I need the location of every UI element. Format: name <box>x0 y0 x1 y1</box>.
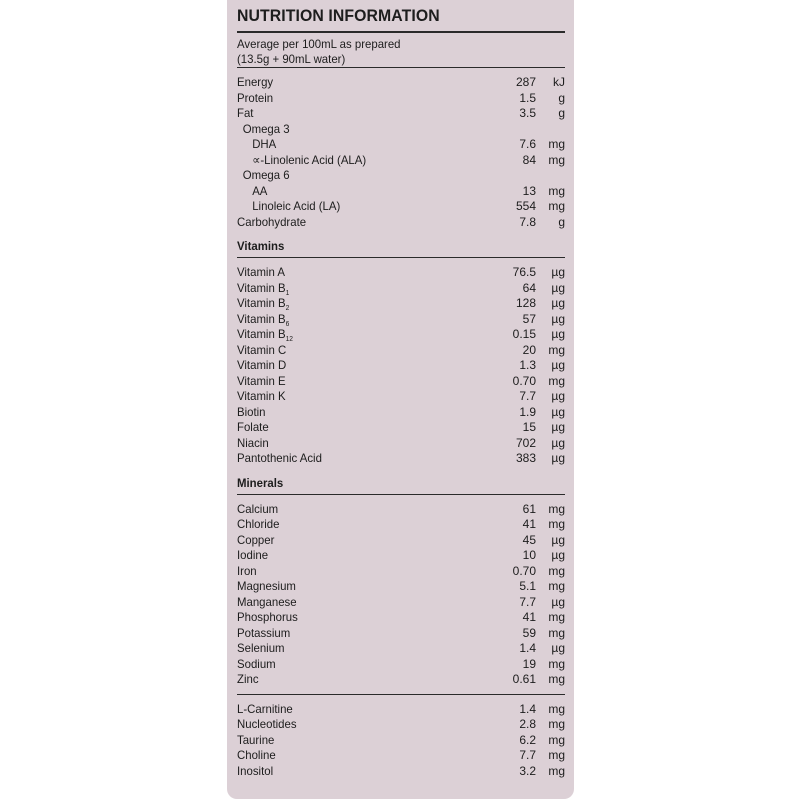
nutrient-value: 45 <box>522 532 536 547</box>
nutrient-row <box>237 548 565 564</box>
serving-description <box>237 33 549 67</box>
vitamins-list <box>237 258 565 467</box>
nutrient-unit: mg <box>548 563 565 578</box>
nutrient-row <box>237 641 565 657</box>
nutrient-value: 19 <box>522 656 536 671</box>
nutrient-name: Niacin <box>237 435 269 450</box>
vitamins-heading: Vitamins <box>237 239 285 253</box>
nutrient-name: Fat <box>237 106 254 120</box>
nutrient-name: Pantothenic Acid <box>237 451 322 465</box>
nutrient-row <box>237 199 565 215</box>
nutrient-row <box>237 626 565 642</box>
nutrient-name: Biotin <box>237 404 266 419</box>
nutrient-name: Vitamin E <box>237 373 286 388</box>
nutrient-name: Manganese <box>237 594 297 609</box>
nutrient-name: Linoleic Acid (LA) <box>252 199 341 213</box>
nutrient-subscript: 12 <box>285 336 293 343</box>
nutrient-value: 383 <box>515 451 536 465</box>
nutrient-value: 3.2 <box>519 763 536 778</box>
nutrient-unit: mg <box>548 656 565 671</box>
nutrient-value: 61 <box>522 501 536 516</box>
nutrient-unit: µg <box>551 548 565 562</box>
nutrient-unit: mg <box>548 748 565 762</box>
nutrient-value: 128 <box>515 296 536 310</box>
nutrient-name: Vitamin $B_2$ <box>237 296 290 312</box>
nutrient-name: Iodine <box>237 548 269 562</box>
nutrient-unit: mg <box>548 183 565 198</box>
nutrient-row <box>237 517 565 533</box>
nutrient-unit: µg <box>551 280 565 295</box>
nutrient-value: 0.61 <box>512 672 536 686</box>
nutrient-row <box>237 595 565 611</box>
nutrient-name: Vitamin $B_6$ <box>237 311 290 328</box>
nutrient-name: Energy <box>237 75 274 89</box>
nutrient-row <box>237 374 565 390</box>
nutrient-row <box>237 343 565 359</box>
nutrient-unit: µg <box>551 435 565 450</box>
nutrient-name: DHA <box>252 137 277 151</box>
nutrient-row <box>237 215 565 231</box>
nutrient-row <box>237 265 565 281</box>
nutrient-name: Iron <box>237 563 257 578</box>
nutrient-unit: mg <box>548 137 565 151</box>
nutrient-row <box>237 672 565 688</box>
nutrient-unit: µg <box>551 451 565 465</box>
nutrient-unit: g <box>558 214 565 229</box>
nutrient-name: Vitamin A <box>237 265 285 279</box>
nutrient-row <box>237 358 565 374</box>
nutrient-name: L-Carnitine <box>237 701 293 716</box>
nutrient-value: 7.8 <box>519 214 536 229</box>
nutrient-unit: mg <box>548 342 565 357</box>
nutrient-unit: g <box>558 90 565 105</box>
nutrient-unit: µg <box>551 641 565 655</box>
nutrient-value: 84 <box>522 152 536 167</box>
panel-title: NUTRITION INFORMATION <box>237 6 440 25</box>
nutrient-row <box>237 702 565 718</box>
minerals-list <box>237 495 565 688</box>
nutrient-unit: mg <box>548 517 565 531</box>
nutrient-value: 41 <box>522 517 536 531</box>
nutrient-row <box>237 168 565 184</box>
serving-line-2: (13.5g + 90mL water) <box>237 51 346 66</box>
nutrient-row <box>237 122 565 138</box>
macronutrients-list <box>237 68 565 230</box>
nutrient-value: 7.7 <box>519 389 536 403</box>
nutrient-row <box>237 748 565 764</box>
nutrient-value: 13 <box>522 183 536 198</box>
other-nutrients-list <box>237 695 565 780</box>
nutrient-value: 1.4 <box>519 641 536 655</box>
nutrient-row <box>237 312 565 328</box>
nutrient-unit: µg <box>551 420 565 434</box>
nutrient-value: 1.9 <box>519 404 536 419</box>
nutrient-unit: µg <box>551 532 565 547</box>
nutrient-name: Omega 3 <box>242 121 290 136</box>
nutrient-value: 64 <box>522 280 536 295</box>
nutrient-value: 3.5 <box>519 106 536 120</box>
nutrient-name: Choline <box>237 748 276 762</box>
nutrient-row <box>237 327 565 343</box>
nutrient-unit: µg <box>551 327 565 341</box>
nutrient-subscript: 6 <box>285 320 290 328</box>
nutrient-row <box>237 610 565 626</box>
nutrient-unit: g <box>558 106 565 120</box>
nutrient-unit: mg <box>548 152 565 167</box>
nutrient-unit: mg <box>548 717 565 731</box>
nutrient-row <box>237 91 565 107</box>
nutrient-value: 20 <box>522 342 536 357</box>
nutrient-row <box>237 75 565 91</box>
nutrient-row <box>237 564 565 580</box>
nutrient-unit: mg <box>548 610 565 624</box>
nutrient-name: Potassium <box>237 625 291 640</box>
nutrient-name: Vitamin $B_{12}$ <box>237 327 293 343</box>
nutrient-unit: kJ <box>553 75 565 89</box>
nutrient-value: 41 <box>522 610 536 624</box>
nutrient-name: Selenium <box>237 641 285 655</box>
nutrient-row <box>237 137 565 153</box>
nutrient-name: Protein <box>237 90 274 105</box>
nutrient-value: 59 <box>522 625 536 640</box>
nutrient-name: Chloride <box>237 517 280 531</box>
nutrient-unit: µg <box>551 404 565 419</box>
nutrient-unit: µg <box>551 311 565 326</box>
nutrient-unit: mg <box>548 373 565 388</box>
nutrient-value: 1.5 <box>519 90 536 105</box>
nutrient-name: Nucleotides <box>237 717 297 731</box>
nutrient-name: Omega 6 <box>242 168 290 182</box>
nutrient-value: 1.4 <box>519 701 536 716</box>
nutrient-name: Taurine <box>237 732 275 747</box>
nutrient-row <box>237 420 565 436</box>
nutrient-subscript: 1 <box>285 289 290 297</box>
nutrient-value: 1.3 <box>519 358 536 372</box>
nutrient-row <box>237 405 565 421</box>
nutrient-row <box>237 717 565 733</box>
nutrient-value: 554 <box>515 199 536 213</box>
nutrient-subscript: 2 <box>285 305 290 312</box>
nutrient-row <box>237 579 565 595</box>
nutrient-value: 5.1 <box>519 579 536 593</box>
nutrient-name: Copper <box>237 532 275 547</box>
nutrient-value: 15 <box>522 420 536 434</box>
nutrient-name: Carbohydrate <box>237 214 307 229</box>
nutrient-value: 76.5 <box>512 265 536 279</box>
nutrient-row <box>237 451 565 467</box>
nutrition-panel <box>227 0 574 799</box>
nutrient-value: 287 <box>515 75 536 89</box>
nutrient-value: 7.6 <box>519 137 536 151</box>
nutrient-unit: µg <box>551 389 565 403</box>
nutrient-name: Magnesium <box>237 579 296 593</box>
nutrient-row <box>237 389 565 405</box>
nutrient-unit: mg <box>548 763 565 778</box>
serving-line-1: Average per 100mL as prepared <box>237 37 401 51</box>
nutrient-name: Inositol <box>237 763 274 778</box>
nutrient-name: Zinc <box>237 672 259 686</box>
nutrient-value: 2.8 <box>519 717 536 731</box>
nutrient-unit: µg <box>551 594 565 609</box>
nutrient-name: Phosphorus <box>237 610 298 624</box>
nutrient-row <box>237 296 565 312</box>
nutrient-unit: mg <box>548 501 565 516</box>
nutrient-row <box>237 106 565 122</box>
nutrient-name: Calcium <box>237 501 279 516</box>
nutrient-value: 6.2 <box>519 732 536 747</box>
nutrient-unit: µg <box>551 296 565 310</box>
nutrient-unit: mg <box>548 732 565 747</box>
nutrient-name: Vitamin D <box>237 358 287 372</box>
nutrient-name: AA <box>252 183 268 198</box>
nutrient-name: ∝-Linolenic Acid (ALA) <box>252 152 367 167</box>
nutrient-name: Sodium <box>237 656 276 671</box>
nutrient-unit: mg <box>548 625 565 640</box>
minerals-heading: Minerals <box>237 475 284 490</box>
nutrient-row <box>237 733 565 749</box>
nutrient-unit: mg <box>548 701 565 716</box>
nutrient-unit: µg <box>551 358 565 372</box>
nutrient-name: Vitamin $B_1$ <box>237 280 290 297</box>
nutrient-name: Vitamin C <box>237 342 287 357</box>
nutrient-value: 57 <box>522 311 536 326</box>
nutrient-row <box>237 281 565 297</box>
nutrient-value: 7.7 <box>519 748 536 762</box>
nutrient-row <box>237 184 565 200</box>
nutrient-value: 0.15 <box>512 327 536 341</box>
nutrient-value: 0.70 <box>512 563 536 578</box>
nutrient-name: Folate <box>237 420 269 434</box>
nutrient-unit: mg <box>548 579 565 593</box>
nutrient-row <box>237 502 565 518</box>
nutrient-name: Vitamin K <box>237 389 286 403</box>
nutrient-row <box>237 436 565 452</box>
nutrient-unit: mg <box>548 672 565 686</box>
nutrient-row <box>237 657 565 673</box>
nutrient-value: 10 <box>522 548 536 562</box>
nutrient-value: 7.7 <box>519 594 536 609</box>
nutrient-row <box>237 533 565 549</box>
nutrient-value: 702 <box>515 435 536 450</box>
nutrient-row <box>237 764 565 780</box>
nutrient-unit: mg <box>548 199 565 213</box>
nutrient-row <box>237 153 565 169</box>
nutrient-unit: µg <box>551 265 565 279</box>
nutrient-value: 0.70 <box>512 373 536 388</box>
